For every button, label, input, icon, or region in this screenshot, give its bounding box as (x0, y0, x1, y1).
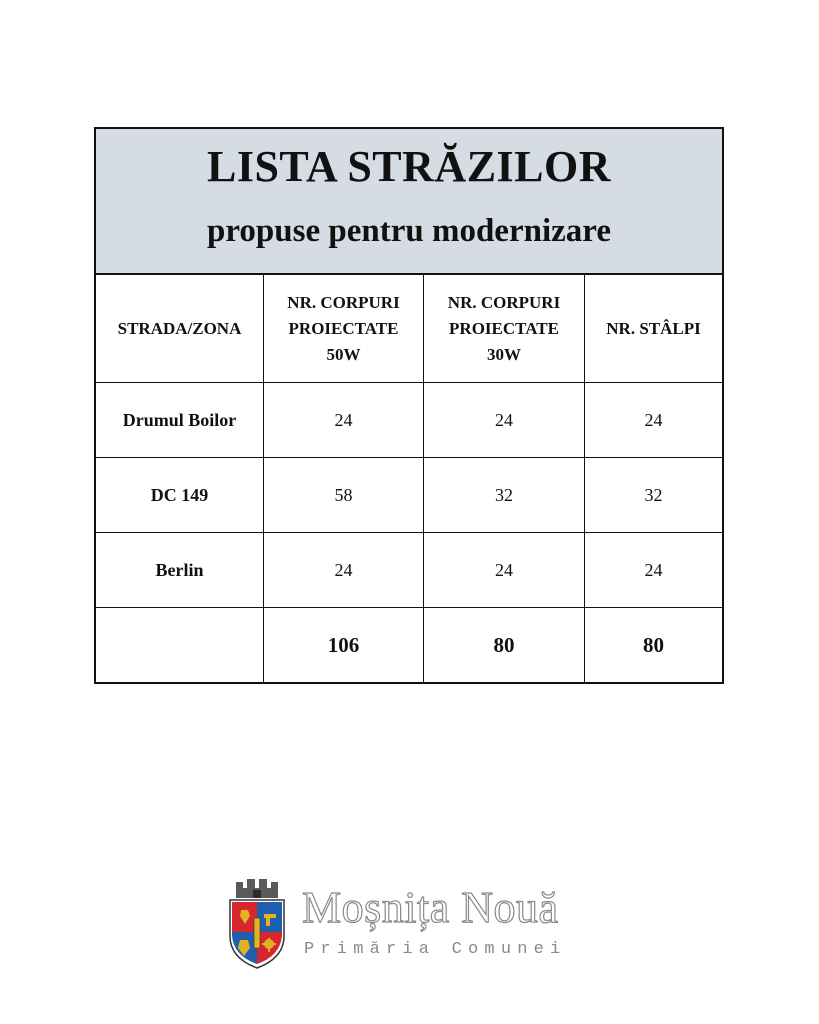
header-stalpi: NR. STÂLPI (606, 318, 701, 338)
coat-of-arms-icon (226, 878, 288, 970)
totals-label (96, 608, 264, 683)
header-strada-zona: STRADA/ZONA (96, 275, 264, 382)
stalpi-value: 24 (644, 409, 663, 430)
corpuri-30w-value: 24 (424, 383, 585, 457)
street-name: Drumul Boilor (96, 383, 264, 457)
streets-table (94, 127, 724, 684)
header-corpuri-50w: NR. CORPURI PROIECTATE 50W (264, 275, 424, 382)
table-title-block (96, 129, 722, 275)
corpuri-30w-value: 32 (424, 458, 585, 532)
table-row (96, 383, 722, 458)
street-name: DC 149 (96, 458, 264, 532)
street-name: Berlin (96, 533, 264, 607)
table-grid (96, 275, 722, 683)
corpuri-50w-value: 58 (264, 458, 424, 532)
stalpi-value: 24 (644, 559, 663, 580)
table-header-row (96, 275, 722, 383)
header-corpuri-30w: NR. CORPURI PROIECTATE 30W (424, 275, 585, 382)
logo-name: Moșnița Nouă (302, 883, 559, 932)
document-title: LISTA STRĂZILOR (206, 142, 612, 191)
table-totals-row (96, 608, 722, 683)
logo-subtitle: Primăria Comunei (304, 940, 567, 959)
table-row (96, 458, 722, 533)
stalpi-value: 32 (644, 484, 663, 505)
corpuri-50w-value: 24 (264, 533, 424, 607)
municipality-logo (226, 878, 596, 970)
total-corpuri-30w: 80 (424, 608, 585, 683)
document-subtitle: propuse pentru modernizare (207, 213, 611, 249)
corpuri-30w-value: 24 (424, 533, 585, 607)
total-stalpi: 80 (643, 633, 664, 657)
corpuri-50w-value: 24 (264, 383, 424, 457)
table-row (96, 533, 722, 608)
total-corpuri-50w: 106 (264, 608, 424, 683)
